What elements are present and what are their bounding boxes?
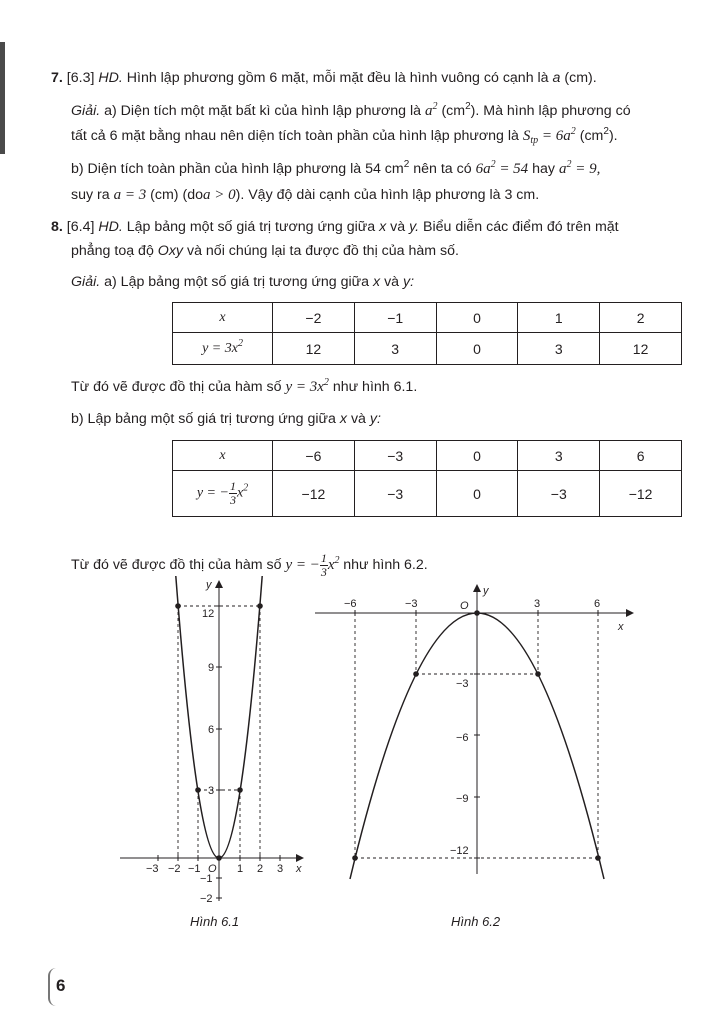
y-axis-label: y <box>206 579 212 591</box>
figure-6-2-caption: Hình 6.2 <box>451 914 501 929</box>
ex7-a-part1: a) Diện tích một mặt bất kì của hình lập phương là <box>104 103 422 119</box>
ex8-b-after2: như hình 6.2. <box>343 556 428 573</box>
table2-y-cell: −12 <box>600 471 682 517</box>
x-tick-label: −1 <box>188 863 201 875</box>
origin-label: O <box>208 863 217 875</box>
ex8-a-y: y: <box>403 274 415 290</box>
figure-6-1-caption: Hình 6.1 <box>190 914 240 929</box>
ex7-a-line2: tất cả 6 mặt bằng nhau nên diện tích toàn phần của hình lập phương là <box>71 128 519 144</box>
table2-y-cell: 0 <box>436 471 518 517</box>
table2-x-cell: 6 <box>600 441 682 471</box>
table2-y-cell: −12 <box>273 471 355 517</box>
ex8-hd-line1b: Biểu diễn các điểm đó trên mặt <box>423 219 619 235</box>
x-axis-label: x <box>296 863 302 875</box>
ex7-hd-text: Hình lập phương gồm 6 mặt, mỗi mặt đều là hình vuông có cạnh là <box>126 70 549 86</box>
table1-y-cell: 3 <box>354 333 436 365</box>
y-tick-label: 12 <box>202 608 215 620</box>
table2-y-cell: −3 <box>354 471 436 517</box>
x-tick-label: 3 <box>277 863 284 875</box>
ex8-b-fn: y = − $\frac{1}{3}$ $x^2$ <box>285 551 340 579</box>
table1-x-cell: −2 <box>273 303 355 333</box>
ex7-giai-label: Giải. <box>71 103 101 119</box>
ex7-b-part2: nên ta có <box>413 161 472 177</box>
ex8-b-va: và <box>350 411 366 427</box>
ex7-line1 <box>51 69 597 87</box>
graph-point <box>257 603 263 609</box>
table1-y-cell: 12 <box>600 333 682 365</box>
table2-x-cell: −3 <box>354 441 436 471</box>
table1-y-label: $y = 3x^2$ <box>173 333 273 365</box>
x-axis-label: x <box>618 621 624 633</box>
graph-point <box>413 671 419 677</box>
figure-6-2-graph <box>310 584 640 884</box>
ex7-line3 <box>71 127 618 145</box>
y-tick-label: 6 <box>208 724 215 736</box>
table2-row-y <box>173 471 682 517</box>
table1-y-cell: 12 <box>273 333 355 365</box>
graph-point <box>535 671 541 677</box>
ex8-hd-oxy: Oxy <box>157 243 184 259</box>
value-table-1 <box>172 302 682 365</box>
table1-row-y <box>173 333 682 365</box>
table1-row-x <box>173 303 682 333</box>
ex8-line5 <box>71 410 381 428</box>
ex8-a-va: và <box>384 274 400 290</box>
graph-point <box>237 787 243 793</box>
ex7-b-eq2: $a^2 = 9$, <box>558 159 601 177</box>
y-tick-label: 9 <box>208 662 215 674</box>
ex8-b-y: y: <box>369 411 381 427</box>
graph-point <box>595 855 601 861</box>
ex8-a-intro: a) Lập bảng một số giá trị tương ứng giữa <box>104 274 370 290</box>
table1-x-cell: 1 <box>518 303 600 333</box>
ex7-line5 <box>71 186 539 204</box>
ex8-b-after1: Từ đó vẽ được đồ thị của hàm số <box>71 556 282 573</box>
y-tick-label: −12 <box>450 845 469 857</box>
ex7-ref: [6.3] <box>66 70 95 86</box>
x-tick-label: 1 <box>237 863 244 875</box>
table2-row-x <box>173 441 682 471</box>
page-number: 6 <box>56 976 66 995</box>
y-tick-label: −9 <box>456 793 469 805</box>
ex7-b-hay: hay <box>532 161 556 177</box>
ex7-unit: (cm). <box>564 70 597 86</box>
y-tick-label: −3 <box>456 678 469 690</box>
ex7-b-line2b: (cm) (do <box>150 187 203 203</box>
ex7-stp-unit: $(cm^2)$. <box>579 126 618 144</box>
ex8-a-after2: như hình 6.1. <box>332 379 418 395</box>
ex8-hd-x: x <box>379 219 387 235</box>
origin-label: O <box>460 600 469 612</box>
ex7-a-part2: $(cm^2)$. Mà hình lập phương có <box>441 101 631 119</box>
table2-x-label: x <box>173 441 273 471</box>
ex7-line2 <box>71 102 631 120</box>
ex7-number: 7. <box>51 70 63 86</box>
ex8-a-x: x <box>373 274 381 290</box>
ex8-number: 8. <box>51 219 63 235</box>
value-table-2 <box>172 440 682 517</box>
ex7-hd-label: HD. <box>98 70 123 86</box>
table1-x-cell: 2 <box>600 303 682 333</box>
table1-x-cell: −1 <box>354 303 436 333</box>
ex8-a-after1: Từ đó vẽ được đồ thị của hàm số <box>71 379 282 395</box>
graph-point <box>352 855 358 861</box>
y-tick-label: −2 <box>200 893 213 905</box>
ex7-b-part1: b) Diện tích toàn phần của hình lập phương là 54 $cm^2$ <box>71 159 410 177</box>
x-tick-label: 6 <box>594 598 601 610</box>
table2-x-cell: 3 <box>518 441 600 471</box>
ex8-b-x: x <box>339 411 347 427</box>
ex8-ref: [6.4] <box>66 219 95 235</box>
y-tick-label: −1 <box>200 873 213 885</box>
graph-point <box>195 787 201 793</box>
figure-6-1-graph <box>110 576 310 906</box>
ex8-line2 <box>71 242 459 260</box>
ex8-line3 <box>71 273 414 291</box>
ex7-line4 <box>71 160 600 178</box>
ex7-a-sq: $a^2$ <box>424 101 438 119</box>
ex8-giai-label: Giải. <box>71 274 101 290</box>
ex7-b-eq3: a = 3 <box>113 187 147 203</box>
graph-point <box>175 603 181 609</box>
ex8-b-intro: b) Lập bảng một số giá trị tương ứng giữa <box>71 411 336 427</box>
table1-x-cell: 0 <box>436 303 518 333</box>
y-tick-label: −6 <box>456 732 469 744</box>
table2-x-cell: 0 <box>436 441 518 471</box>
table2-y-cell: −3 <box>518 471 600 517</box>
page-edge-tab <box>0 42 5 154</box>
ex8-line6 <box>71 552 428 579</box>
graph-point <box>216 855 222 861</box>
x-tick-label: −2 <box>168 863 181 875</box>
ex8-line1 <box>51 218 619 236</box>
ex7-b-eq1: $6a^2 = 54$ <box>475 159 529 177</box>
ex7-b-line2c: ). Vậy độ dài cạnh của hình lập phương là 3 cm. <box>235 187 540 203</box>
ex7-stp-formula: $S_{tp} = 6a^2$ <box>522 126 576 146</box>
x-tick-label: −3 <box>146 863 159 875</box>
ex8-hd-va: và <box>390 219 406 235</box>
x-tick-label: −3 <box>405 598 418 610</box>
table2-y-label: y = − $\frac{1}{3}$ $x^2$ <box>173 471 273 517</box>
ex8-hd-line2a: phẳng toạ độ <box>71 243 154 259</box>
x-tick-label: −6 <box>344 598 357 610</box>
ex8-hd-line2b: và nối chúng lại ta được đồ thị của hàm số. <box>186 243 459 259</box>
ex8-hd-line1: Lập bảng một số giá trị tương ứng giữa <box>126 219 376 235</box>
ex8-a-fn: $y = 3x^2$ <box>285 377 329 395</box>
table1-y-cell: 0 <box>436 333 518 365</box>
table2-x-cell: −6 <box>273 441 355 471</box>
x-tick-label: 2 <box>257 863 264 875</box>
table1-x-label: x <box>173 303 273 333</box>
ex7-b-eq4: a > 0 <box>202 187 236 203</box>
ex8-line4 <box>71 378 417 396</box>
ex8-hd-y: y. <box>409 219 420 235</box>
y-axis-label: y <box>483 585 489 597</box>
y-tick-label: 3 <box>208 785 215 797</box>
ex7-var-a: a <box>552 70 561 86</box>
ex7-b-line2a: suy ra <box>71 187 110 203</box>
table1-y-cell: 3 <box>518 333 600 365</box>
graph-point <box>474 610 480 616</box>
ex8-hd-label: HD. <box>98 219 123 235</box>
x-tick-label: 3 <box>534 598 541 610</box>
